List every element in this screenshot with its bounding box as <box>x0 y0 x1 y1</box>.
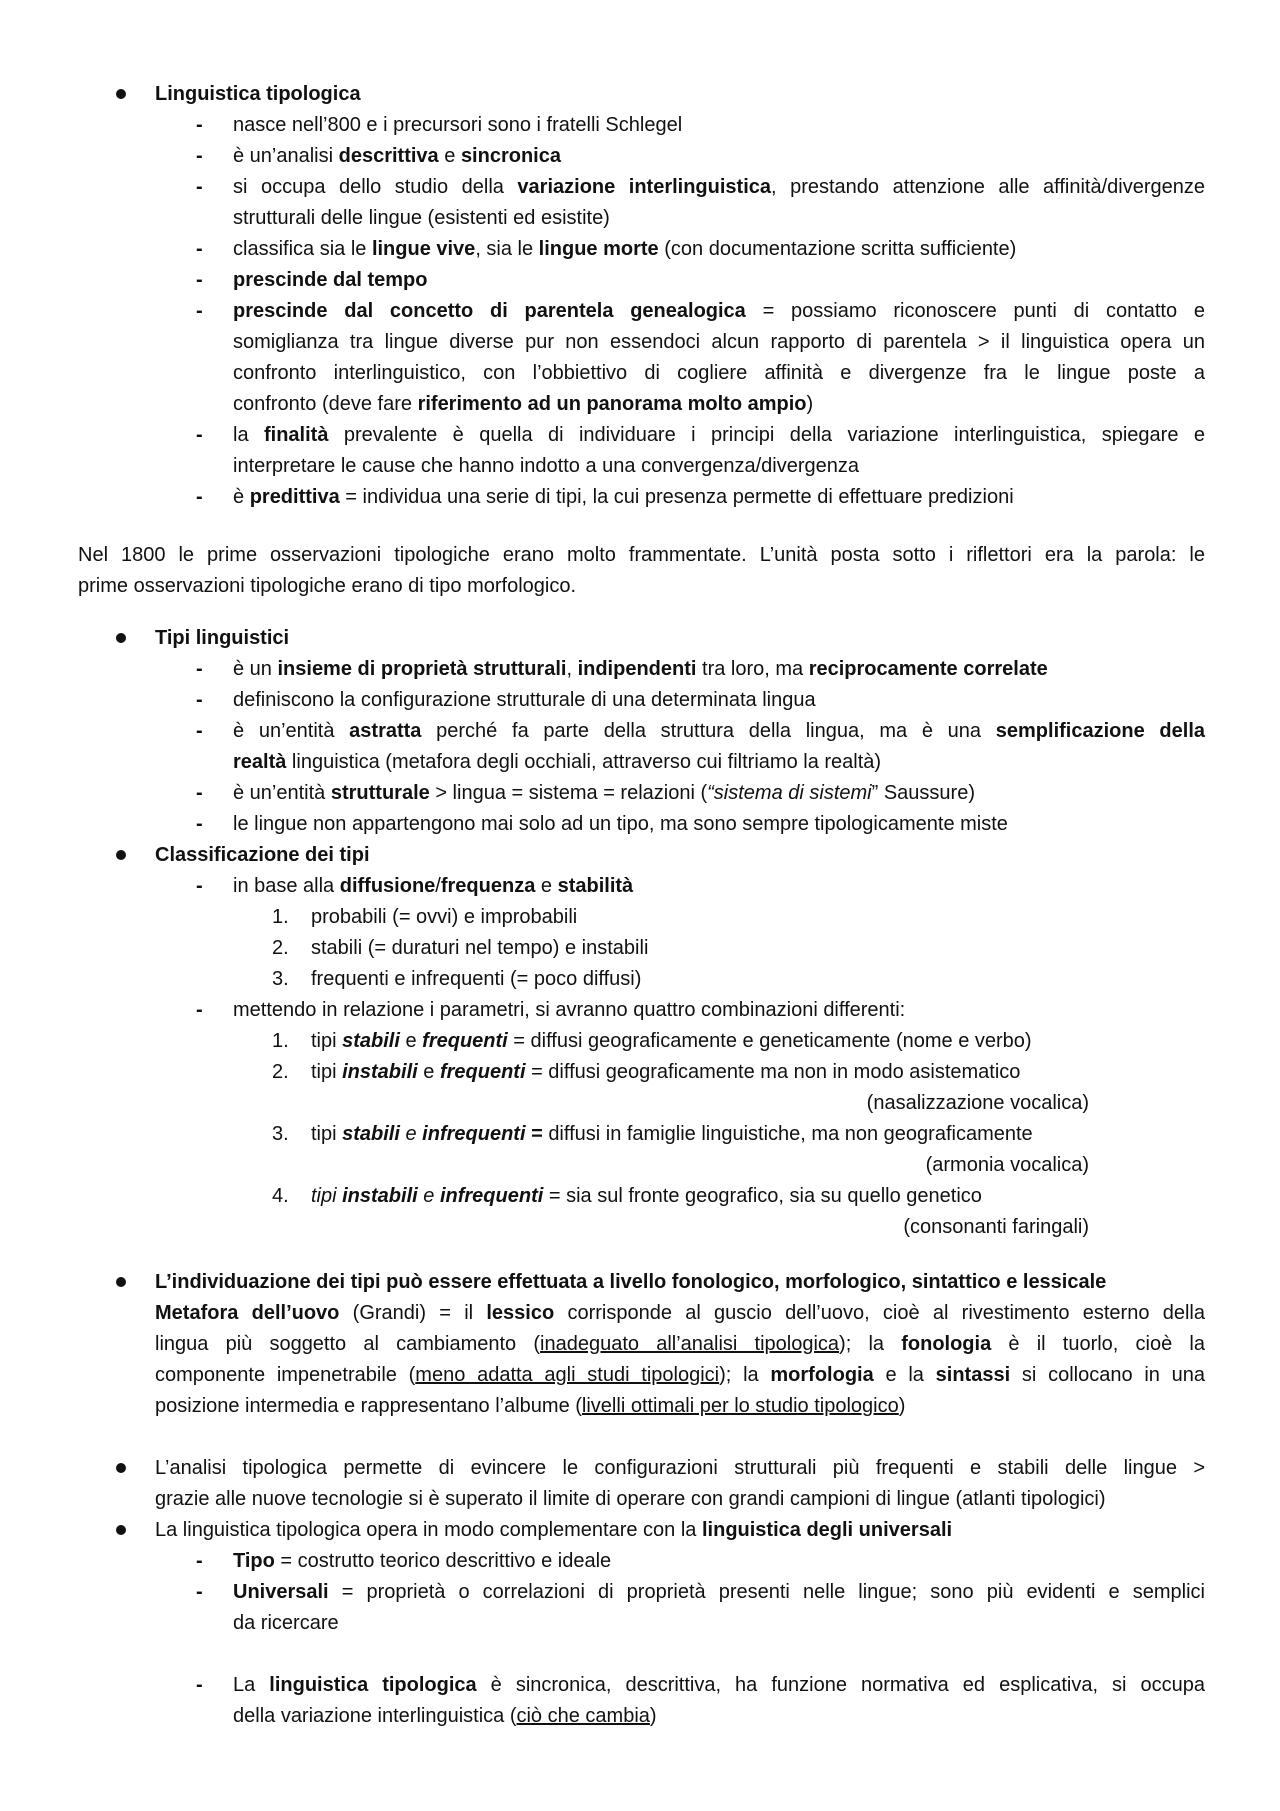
list-item: mettendo in relazione i parametri, si avranno quattro combinazioni differenti: <box>233 999 906 1021</box>
list-item-continuation: confronto (deve fare riferimento ad un panorama molto ampio) <box>233 393 814 415</box>
list-item: è predittiva = individua una serie di tipi, la cui presenza permette di effettuare predizioni <box>233 486 1014 508</box>
paragraph-line: Nel 1800 le prime osservazioni tipologiche erano molto frammentate. L’unità posta sotto i riflettori era la parola: le <box>78 544 1205 566</box>
list-item: è un’analisi descrittiva e sincronica <box>233 145 561 167</box>
note-text: (consonanti faringali) <box>903 1216 1089 1238</box>
list-item: definiscono la configurazione strutturale di una determinata lingua <box>233 689 816 711</box>
dash-icon: - <box>196 1674 203 1696</box>
list-item: prescinde dal tempo <box>233 269 428 291</box>
dash-icon: - <box>196 424 203 446</box>
numbered-item: frequenti e infrequenti (= poco diffusi) <box>311 968 642 990</box>
list-item: è un’entità strutturale > lingua = sistema = relazioni (“sistema di sistemi” Saussure) <box>233 782 975 804</box>
list-item: in base alla diffusione/frequenza e stabilità <box>233 875 634 897</box>
bullet-icon <box>116 850 126 860</box>
bullet-icon <box>116 89 126 99</box>
list-item-continuation: della variazione interlinguistica (ciò che cambia) <box>233 1705 657 1727</box>
dash-icon: - <box>196 999 203 1021</box>
list-item: Tipo = costrutto teorico descrittivo e ideale <box>233 1550 612 1572</box>
numbered-item: tipi instabili e infrequenti = sia sul fronte geografico, sia su quello genetico <box>311 1185 982 1207</box>
dash-icon: - <box>196 813 203 835</box>
bullet-icon <box>116 633 126 643</box>
numbered-item: tipi stabili e infrequenti = diffusi in famiglie linguistiche, ma non geograficamente <box>311 1123 1033 1145</box>
dash-icon: - <box>196 658 203 680</box>
list-item: è un insieme di proprietà strutturali, indipendenti tra loro, ma reciprocamente correlate <box>233 658 1048 680</box>
dash-icon: - <box>196 689 203 711</box>
list-item: prescinde dal concetto di parentela genealogica = possiamo riconoscere punti di contatto e <box>233 300 1205 322</box>
list-number: 2. <box>272 1061 289 1083</box>
numbered-item: stabili (= duraturi nel tempo) e instabili <box>311 937 649 959</box>
list-item-continuation: confronto interlinguistico, con l’obbiettivo di cogliere affinità e divergenze fra le lingue poste a <box>233 362 1205 384</box>
dash-icon: - <box>196 1550 203 1572</box>
dash-icon: - <box>196 238 203 260</box>
paragraph-line: posizione intermedia e rappresentano l’albume (livelli ottimali per lo studio tipologico) <box>155 1395 906 1417</box>
list-item: classifica sia le lingue vive, sia le lingue morte (con documentazione scritta sufficiente) <box>233 238 1017 260</box>
dash-icon: - <box>196 875 203 897</box>
dash-icon: - <box>196 1581 203 1603</box>
numbered-item: probabili (= ovvi) e improbabili <box>311 906 578 928</box>
section-title: Linguistica tipologica <box>155 83 361 105</box>
list-item-continuation: somiglianza tra lingue diverse pur non essendoci alcun rapporto di parentela > il linguistica opera un <box>233 331 1205 353</box>
dash-icon: - <box>196 114 203 136</box>
dash-icon: - <box>196 486 203 508</box>
list-item-continuation: da ricercare <box>233 1612 339 1634</box>
list-item: Universali = proprietà o correlazioni di proprietà presenti nelle lingue; sono più evidenti e semplici <box>233 1581 1205 1603</box>
note-text: (nasalizzazione vocalica) <box>866 1092 1089 1114</box>
section-title: L’individuazione dei tipi può essere effettuata a livello fonologico, morfologico, sintattico e lessicale <box>155 1271 1107 1293</box>
dash-icon: - <box>196 145 203 167</box>
list-item-continuation: realtà linguistica (metafora degli occhiali, attraverso cui filtriamo la realtà) <box>233 751 882 773</box>
numbered-item: tipi stabili e frequenti = diffusi geograficamente e geneticamente (nome e verbo) <box>311 1030 1032 1052</box>
paragraph-line: La linguistica tipologica opera in modo complementare con la linguistica degli universali <box>155 1519 953 1541</box>
list-number: 4. <box>272 1185 289 1207</box>
list-item: è un’entità astratta perché fa parte della struttura della lingua, ma è una semplificazione della <box>233 720 1206 742</box>
list-number: 3. <box>272 1123 289 1145</box>
paragraph-line: L’analisi tipologica permette di evincere le configurazioni strutturali più frequenti e stabili delle lingue > <box>155 1457 1205 1479</box>
bullet-icon <box>116 1277 126 1287</box>
list-item: le lingue non appartengono mai solo ad un tipo, ma sono sempre tipologicamente miste <box>233 813 1008 835</box>
numbered-item: tipi instabili e frequenti = diffusi geograficamente ma non in modo asistematico <box>311 1061 1021 1083</box>
list-item-continuation: strutturali delle lingue (esistenti ed esistite) <box>233 207 610 229</box>
dash-icon: - <box>196 300 203 322</box>
section-title: Classificazione dei tipi <box>155 844 370 866</box>
list-item-continuation: interpretare le cause che hanno indotto a una convergenza/divergenza <box>233 455 859 477</box>
list-item: nasce nell’800 e i precursori sono i fratelli Schlegel <box>233 114 683 136</box>
list-item: si occupa dello studio della variazione interlinguistica, prestando attenzione alle affinità/divergenze <box>233 176 1205 198</box>
list-item: la finalità prevalente è quella di individuare i principi della variazione interlinguistica, spiegare e <box>233 424 1205 446</box>
dash-icon: - <box>196 269 203 291</box>
bullet-icon <box>116 1525 126 1535</box>
paragraph-line: lingua più soggetto al cambiamento (inadeguato all’analisi tipologica); la fonologia è il tuorlo, cioè la <box>155 1333 1205 1355</box>
list-number: 3. <box>272 968 289 990</box>
bullet-icon <box>116 1463 126 1473</box>
paragraph-line: prime osservazioni tipologiche erano di tipo morfologico. <box>78 575 577 597</box>
section-title: Tipi linguistici <box>155 627 290 649</box>
note-text: (armonia vocalica) <box>925 1154 1089 1176</box>
paragraph-line: grazie alle nuove tecnologie si è superato il limite di operare con grandi campioni di lingue (atlanti tipologici) <box>155 1488 1106 1510</box>
dash-icon: - <box>196 176 203 198</box>
paragraph-line: componente impenetrabile (meno adatta agli studi tipologici); la morfologia e la sintassi si collocano in una <box>155 1364 1205 1386</box>
list-number: 1. <box>272 906 289 928</box>
dash-icon: - <box>196 782 203 804</box>
dash-icon: - <box>196 720 203 742</box>
list-number: 2. <box>272 937 289 959</box>
paragraph-line: Metafora dell’uovo (Grandi) = il lessico corrisponde al guscio dell’uovo, cioè al rivestimento esterno della <box>155 1302 1205 1324</box>
list-item: La linguistica tipologica è sincronica, descrittiva, ha funzione normativa ed esplicativa, si occupa <box>233 1674 1205 1696</box>
list-number: 1. <box>272 1030 289 1052</box>
